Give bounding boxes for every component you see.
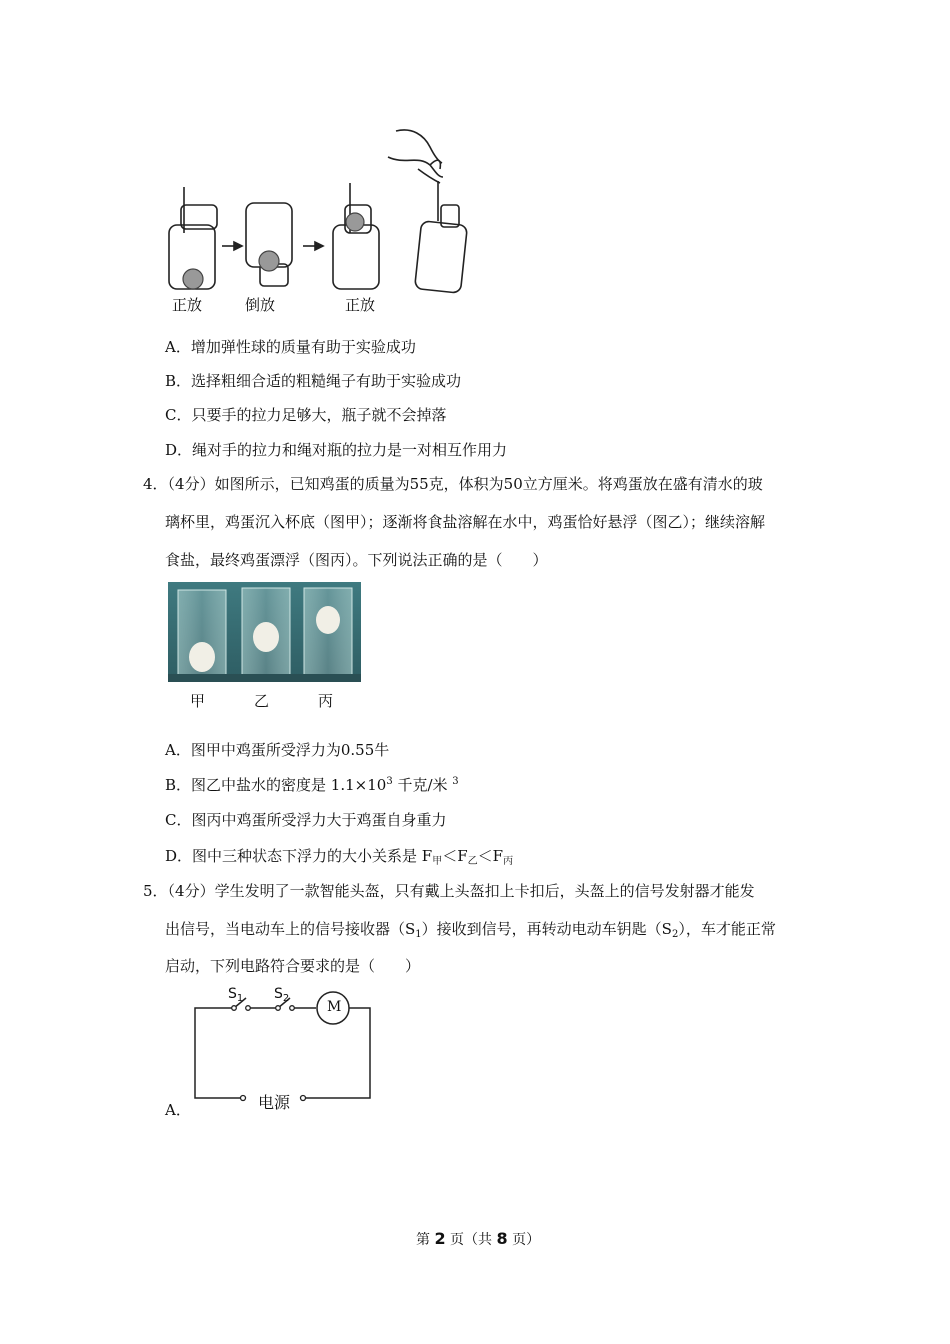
page-footer — [416, 1229, 540, 1249]
glass-label-jia: 甲 — [190, 692, 206, 710]
q4-option-d — [165, 845, 513, 866]
q4-option-b-unit: 千克/米 — [392, 776, 453, 794]
s1-sub: 1 — [236, 993, 244, 1004]
q4-option-d-sub1: 甲 — [432, 856, 443, 867]
q5-stem-line-2 — [165, 918, 776, 939]
q5-stem-line-3: 启动，下列电路符合要求的是（ ） — [165, 957, 421, 975]
q5-line2-sub1: 1 — [415, 929, 422, 940]
switch-s2-label — [274, 986, 289, 1002]
glass-label-bing: 丙 — [318, 692, 334, 710]
q4-option-b — [165, 774, 459, 795]
q4-option-b-text: B．图乙中盐水的密度是 1.1×10 — [165, 776, 387, 794]
q4-option-a: A．图甲中鸡蛋所受浮力为0.55牛 — [165, 741, 390, 759]
q5-line2-sub2: 2 — [671, 929, 679, 940]
q3-option-d: D．绳对手的拉力和绳对瓶的拉力是一对相互作用力 — [165, 441, 508, 459]
footer-pre: 第 — [416, 1232, 435, 1248]
q5-option-a: A． — [165, 1101, 191, 1119]
q3-option-c: C．只要手的拉力足够大，瓶子就不会掉落 — [165, 406, 447, 424]
bottle-experiment-figure — [160, 125, 480, 320]
q3-option-a: A．增加弹性球的质量有助于实验成功 — [165, 338, 416, 356]
q4-stem-line-2: 璃杯里，鸡蛋沉入杯底（图甲）；逐渐将食盐溶解在水中，鸡蛋恰好悬浮（图乙）；继续溶解 — [165, 513, 766, 531]
bottle-label-1: 正放 — [172, 296, 203, 314]
q5-line2-post: ），车才能正常 — [678, 920, 776, 938]
footer-page-number: 2 — [434, 1229, 446, 1248]
q4-option-c: C．图丙中鸡蛋所受浮力大于鸡蛋自身重力 — [165, 811, 447, 829]
q4-stem-line-3: 食盐，最终鸡蛋漂浮（图丙）。下列说法正确的是（ ） — [165, 551, 548, 569]
q3-option-b: B．选择粗细合适的粗糙绳子有助于实验成功 — [165, 372, 462, 390]
q4-option-d-mid2: ＜F — [477, 847, 504, 865]
egg-glasses-photo — [168, 582, 361, 682]
q4-option-d-sub3: 丙 — [503, 856, 514, 867]
s1-letter: S — [228, 986, 237, 1002]
q4-option-d-mid1: ＜F — [442, 847, 468, 865]
power-source-label: 电源 — [258, 1093, 291, 1112]
q4-option-d-sub2: 乙 — [467, 856, 478, 867]
bottle-label-3: 正放 — [345, 296, 376, 314]
q4-stem-line-1: 4．（4分）如图所示，已知鸡蛋的质量为55克，体积为50立方厘米。将鸡蛋放在盛有清水的玻 — [143, 475, 763, 493]
switch-s1-label — [228, 986, 243, 1002]
s2-sub: 2 — [282, 993, 290, 1004]
q4-option-b-exp1: 3 — [386, 776, 393, 787]
q4-option-d-text: D．图中三种状态下浮力的大小关系是 F — [165, 847, 433, 865]
glass-label-yi: 乙 — [254, 692, 270, 710]
q4-option-b-exp2: 3 — [452, 776, 459, 787]
footer-total-pages: 8 — [496, 1229, 508, 1248]
motor-label: M — [327, 999, 342, 1015]
bottle-label-2: 倒放 — [245, 296, 276, 314]
footer-mid: 页（共 — [445, 1232, 497, 1248]
q5-line2-pre: 出信号，当电动车上的信号接收器（S — [165, 920, 416, 938]
q5-stem-line-1: 5．（4分）学生发明了一款智能头盔，只有戴上头盔扣上卡扣后，头盔上的信号发射器才能发 — [143, 882, 755, 900]
q5-line2-mid: ）接收到信号，再转动电动车钥匙（S — [421, 920, 672, 938]
footer-post: 页） — [507, 1232, 541, 1248]
s2-letter: S — [274, 986, 283, 1002]
